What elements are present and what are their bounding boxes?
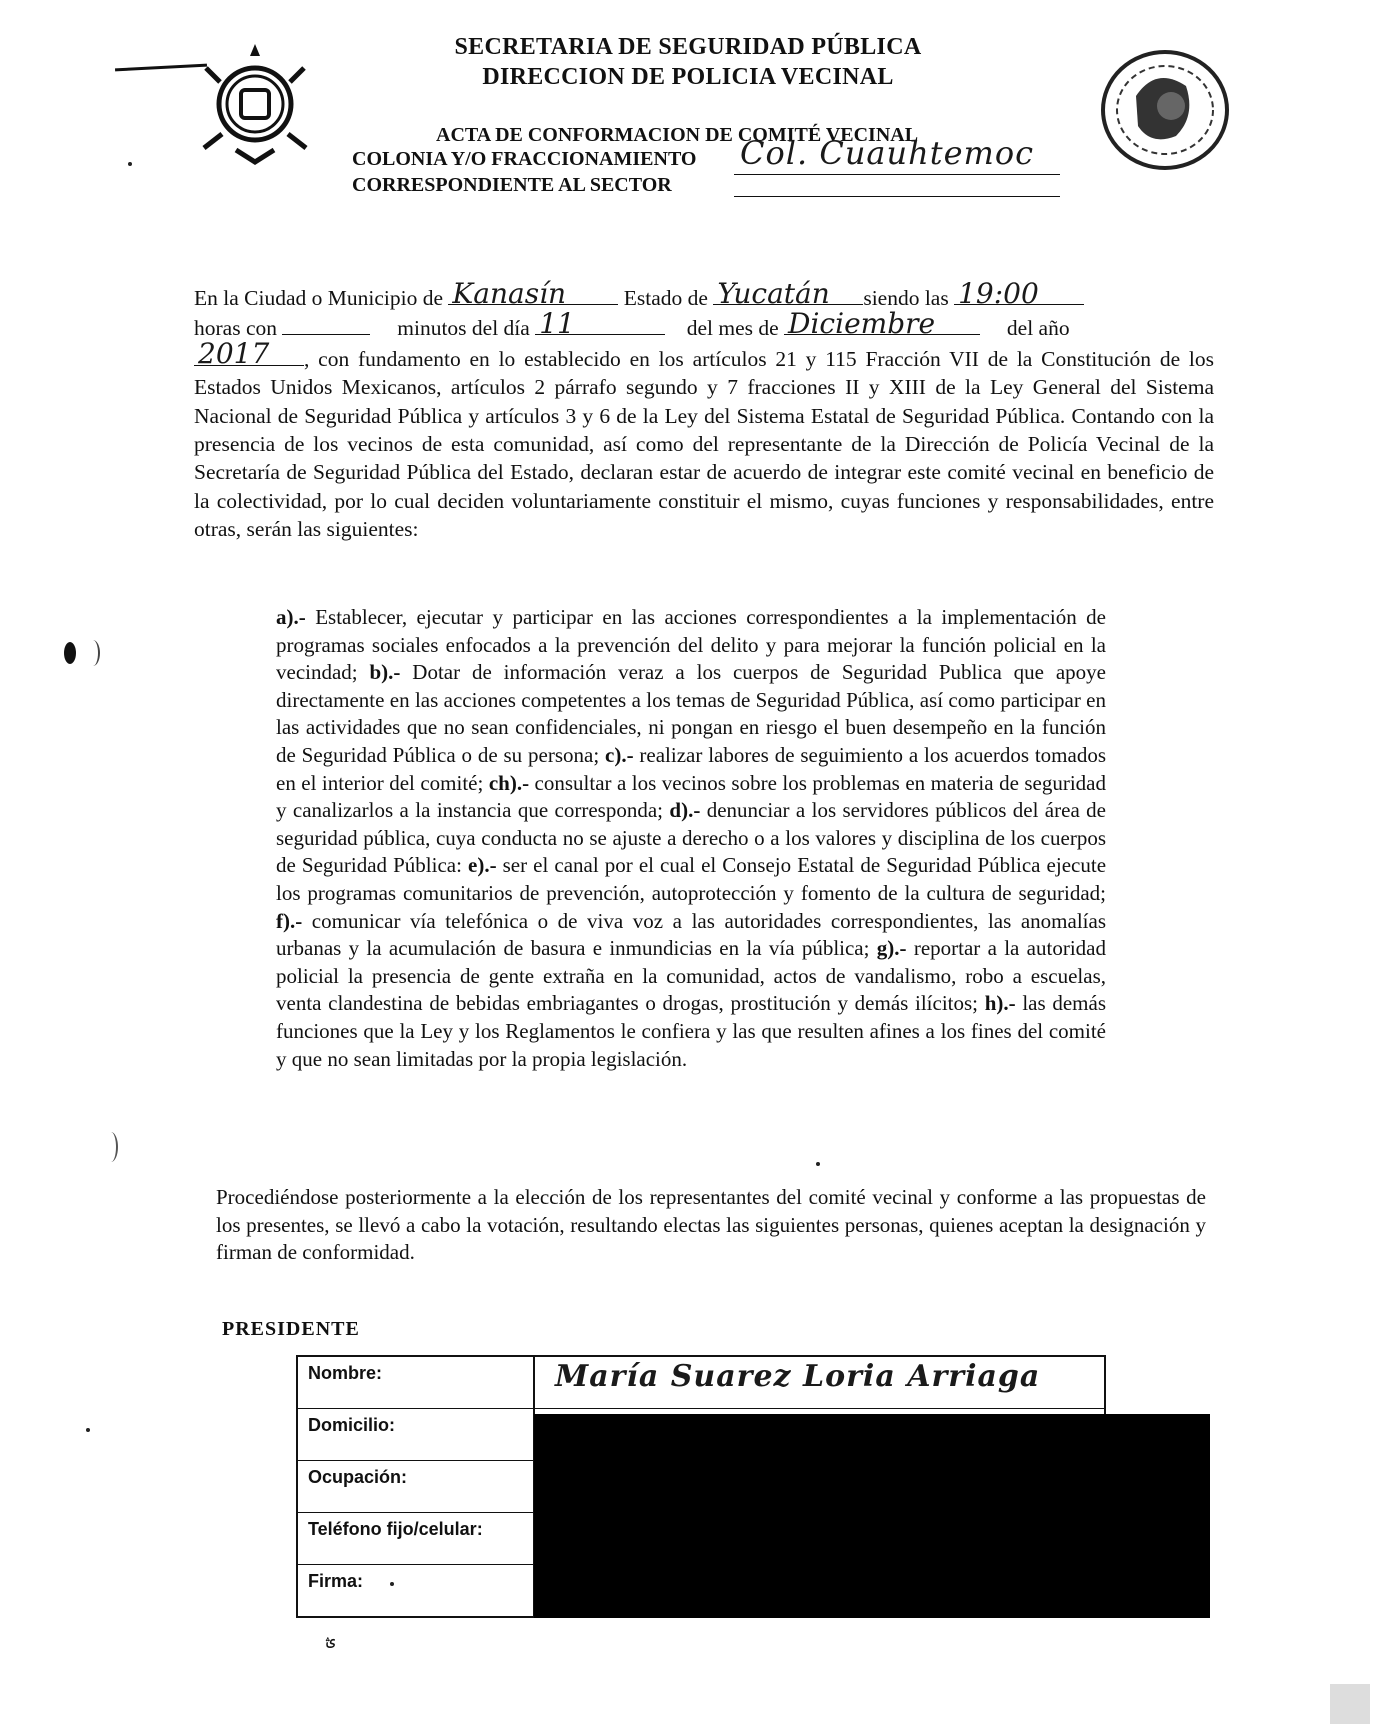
dia-value: 11 bbox=[539, 307, 575, 340]
function-text-f: comunicar vía telefónica o de viva voz a las autoridades correspondientes, las anomalías urbanas y la acumulación de basura e inmundicias en la vía pública; bbox=[276, 908, 1106, 961]
function-letter-b: b).- bbox=[369, 660, 401, 685]
nombre-handwritten: María Suarez Loria Arriaga bbox=[555, 1359, 1041, 1394]
hora-value: 19:00 bbox=[958, 276, 1039, 310]
sector-label: CORRESPONDIENTE AL SECTOR bbox=[352, 174, 672, 196]
acta-title: ACTA DE CONFORMACION DE COMITÉ VECINAL bbox=[436, 124, 919, 146]
header-title-direccion: DIRECCION DE POLICIA VECINAL bbox=[482, 64, 894, 90]
function-letter-c: c).- bbox=[605, 742, 634, 767]
hora-field bbox=[954, 276, 1084, 310]
redaction-block bbox=[534, 1414, 1210, 1618]
intro-paragraph bbox=[194, 276, 1214, 544]
function-letter-h: h).- bbox=[984, 991, 1016, 1016]
mes-value: Diciembre bbox=[788, 307, 936, 340]
function-text-ch: consultar a los vecinos sobre los problemas en materia de seguridad y canalizarlos a la instancia que corresponda; bbox=[276, 770, 1107, 823]
president-title: PRESIDENTE bbox=[222, 1318, 360, 1340]
intro-text-rest: , con fundamento en lo establecido en los artículos 21 y 115 Fracción VII de la Constitución de los Estados Unidos Mexicanos, artículos 2 párrafo segundo y 7 fracciones II y XIII de la Ley General del Sistema Nacional de Seguridad Pública y artículos 3 y 6 de la Ley del Sistema Estatal de Seguridad Pública. Contando con la presencia de los vecinos de esta comunidad, así como del representante de la Dirección de Policía Vecinal de la Secretaría de Seguridad Pública del Estado, declaran estar de acuerdo de integrar este comité vecinal en beneficio de la colectividad, por lo cual deciden voluntariamente constituir el mismo, cuyas funciones y responsabilidades, entre otras, serán las siguientes: bbox=[194, 346, 1214, 542]
intro-text-7: del año bbox=[1006, 316, 1070, 341]
municipio-field bbox=[448, 276, 618, 310]
intro-text-2: Estado de bbox=[623, 286, 708, 310]
ocupacion-label: Ocupación: bbox=[297, 1461, 534, 1513]
estado-field bbox=[713, 276, 863, 310]
intro-text-1: En la Ciudad o Municipio de bbox=[194, 286, 444, 310]
telefono-label: Teléfono fijo/celular: bbox=[297, 1513, 534, 1565]
function-text-e: ser el canal por el cual el Consejo Estatal de Seguridad Pública ejecute los programas comunitarios de prevención, autoprotección y fomento de la cultura de seguridad; bbox=[276, 853, 1107, 905]
punch-hole-mark bbox=[64, 642, 76, 664]
punch-hole-mark bbox=[104, 1132, 118, 1162]
nombre-value-cell[interactable] bbox=[534, 1356, 1105, 1409]
intro-text-6: del mes de bbox=[686, 316, 779, 341]
header-title-secretaria: SECRETARIA DE SEGURIDAD PÚBLICA bbox=[454, 34, 922, 60]
dia-field bbox=[535, 307, 665, 340]
intro-text-5: minutos del día bbox=[397, 316, 530, 341]
sector-field bbox=[734, 176, 1060, 197]
function-text-a: Establecer, ejecutar y participar en las acciones correspondientes a la implementación de programas sociales enfocados a la prevención del delito y para mejorar la función policial en la vecindad; bbox=[276, 605, 1106, 685]
colonia-handwritten: Col. Cuauhtemoc bbox=[740, 134, 1035, 172]
domicilio-label: Domicilio: bbox=[297, 1409, 534, 1461]
function-letter-ch: ch).- bbox=[488, 770, 530, 795]
table-row bbox=[297, 1356, 1105, 1409]
scan-dot bbox=[86, 1428, 90, 1432]
function-text-g: reportar a la autoridad policial la presencia de gente extraña en la comunidad, actos de vandalismo, robo a escuelas, venta clandestina de bebidas embriagantes o drogas, prostitución y demás ilícitos; bbox=[276, 936, 1106, 1016]
punch-hole-mark bbox=[86, 640, 100, 666]
municipio-value: Kanasín bbox=[452, 276, 567, 310]
function-letter-d: d).- bbox=[669, 798, 701, 823]
function-letter-f: f).- bbox=[276, 908, 303, 933]
scan-dot bbox=[128, 162, 132, 166]
function-letter-g: g).- bbox=[876, 936, 907, 961]
nombre-label: Nombre: bbox=[297, 1356, 534, 1409]
firma-label: Firma: bbox=[297, 1565, 534, 1618]
scan-edge bbox=[1330, 1684, 1370, 1724]
function-text-h: las demás funciones que la Ley y los Reglamentos le confiera y las que resulten afines a los fines del comité y que no sean limitadas por la propia legislación. bbox=[276, 991, 1106, 1071]
mes-field bbox=[784, 307, 980, 340]
scan-dot bbox=[390, 1582, 394, 1586]
function-text-b: Dotar de información veraz a los cuerpos de Seguridad Publica que apoye directamente en las acciones competentes a los temas de Seguridad Pública, así como participar en las actividades que no sean confidenciales, ni pongan en riesgo el buen desempeño en la función de Seguridad Pública o de su persona; bbox=[276, 660, 1106, 767]
colonia-label: COLONIA Y/O FRACCIONAMIENTO bbox=[352, 148, 697, 170]
scan-mark: ؿ bbox=[326, 1632, 336, 1649]
minutos-field bbox=[282, 312, 370, 335]
function-text-d: denunciar a los servidores públicos del área de seguridad pública, cuya conducta no se ajuste a derecho o a los valores y disciplina de los cuerpos de Seguridad Pública: bbox=[276, 798, 1106, 878]
closing-paragraph: Procediéndose posteriormente a la elección de los representantes del comité vecinal y conforme a las propuestas de los presentes, se llevó a cabo la votación, resultando electas las siguientes personas, quienes aceptan la designación y firman de conformidad. bbox=[216, 1185, 1206, 1264]
anio-field bbox=[194, 337, 304, 371]
anio-value: 2017 bbox=[198, 337, 270, 371]
estado-value: Yucatán bbox=[717, 276, 830, 310]
function-letter-a: a).- bbox=[276, 605, 306, 629]
intro-text-3: siendo las bbox=[863, 286, 949, 310]
colonia-field bbox=[734, 134, 1060, 175]
function-text-c: realizar labores de seguimiento a los acuerdos tomados en el interior del comité; bbox=[276, 742, 1107, 795]
scan-dot bbox=[816, 1162, 820, 1166]
functions-list bbox=[276, 604, 1106, 1073]
function-letter-e: e).- bbox=[468, 853, 497, 878]
intro-text-4: horas con bbox=[194, 316, 277, 341]
